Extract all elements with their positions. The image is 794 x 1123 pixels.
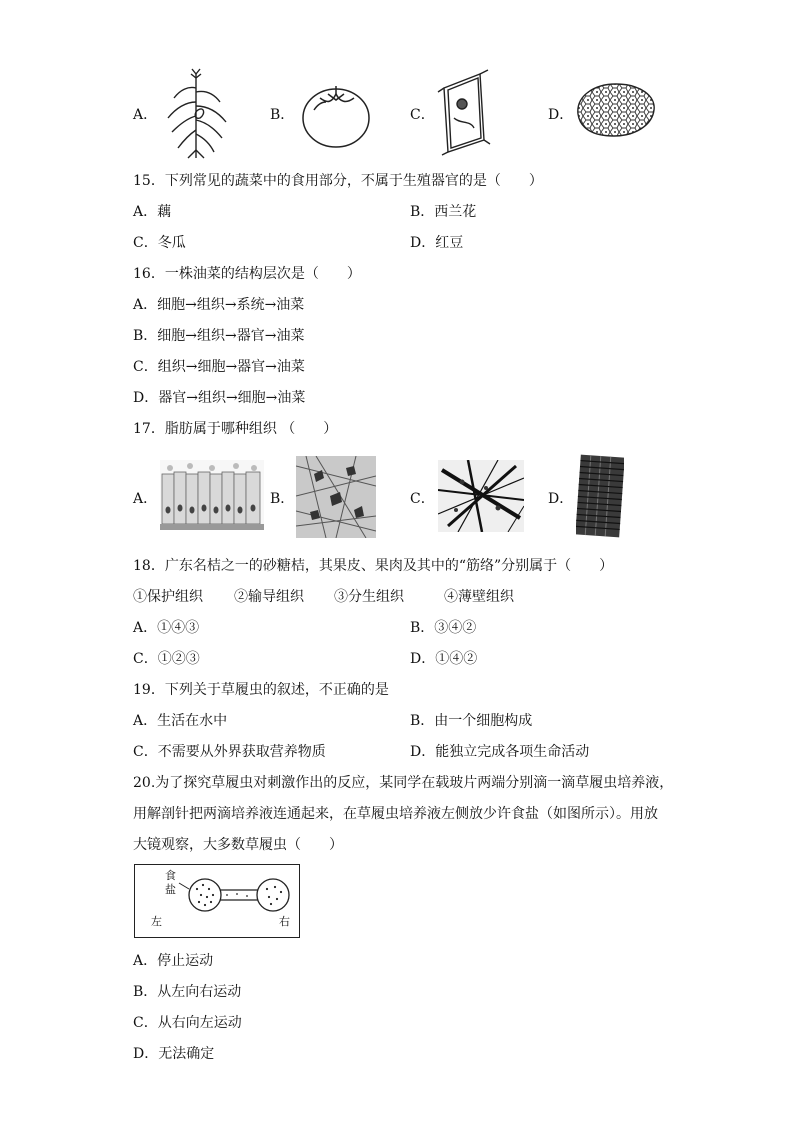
q16-stem: 16．一株油菜的结构层次是（ ） bbox=[133, 266, 361, 282]
left-label: 左 bbox=[151, 915, 162, 928]
q20-option-d: D．无法确定 bbox=[133, 1046, 215, 1062]
q18-item-3: ③分生组织 bbox=[334, 589, 404, 605]
q14-option-c-letter: C． bbox=[410, 107, 435, 123]
plant-cell-icon bbox=[436, 68, 492, 156]
q15-option-a: A．藕 bbox=[133, 204, 172, 220]
q16-option-d: D．器官→组织→细胞→油菜 bbox=[133, 390, 306, 406]
q18-stem: 18．广东名桔之一的砂糖桔，其果皮、果肉及其中的“筋络”分别属于（ ） bbox=[133, 558, 614, 574]
q17-option-b-letter: B． bbox=[270, 491, 295, 507]
salt-label-bottom: 盐 bbox=[165, 883, 176, 896]
q18-option-b: B．③④② bbox=[410, 620, 477, 636]
q16-option-c: C．组织→细胞→器官→油菜 bbox=[133, 359, 305, 375]
q15-option-d: D．红豆 bbox=[410, 235, 464, 251]
q15-option-c: C．冬瓜 bbox=[133, 235, 186, 251]
q20-option-b: B．从左向右运动 bbox=[133, 984, 242, 1000]
q19-stem: 19．下列关于草履虫的叙述，不正确的是 bbox=[133, 682, 389, 698]
q18-item-1: ①保护组织 bbox=[133, 589, 203, 605]
corn-plant-icon bbox=[160, 68, 232, 160]
muscle-tissue-image bbox=[576, 454, 624, 538]
nerve-tissue-image bbox=[296, 456, 376, 538]
tomato-icon bbox=[300, 80, 372, 150]
slide-diagram bbox=[134, 864, 300, 938]
q17-option-d-letter: D． bbox=[548, 491, 574, 507]
q20-stem-line-2: 用解剖针把两滴培养液连通起来，在草履虫培养液左侧放少许食盐（如图所示）。用放 bbox=[133, 806, 658, 822]
salt-label-top: 食 bbox=[165, 869, 176, 882]
right-label: 右 bbox=[279, 915, 290, 928]
q15-option-b: B．西兰花 bbox=[410, 204, 477, 220]
q14-option-a-letter: A． bbox=[133, 107, 158, 123]
q19-option-d: D．能独立完成各项生命活动 bbox=[410, 744, 590, 760]
q16-option-b: B．细胞→组织→器官→油菜 bbox=[133, 328, 305, 344]
cell-cluster-icon bbox=[574, 80, 658, 140]
epithelial-tissue-image bbox=[160, 460, 264, 530]
q20-stem-line-3: 大镜观察，大多数草履虫（ ） bbox=[133, 837, 343, 853]
q19-option-c: C．不需要从外界获取营养物质 bbox=[133, 744, 326, 760]
q16-option-a: A．细胞→组织→系统→油菜 bbox=[133, 297, 305, 313]
q17-stem: 17．脂肪属于哪种组织 （ ） bbox=[133, 421, 338, 437]
connective-tissue-image bbox=[438, 460, 524, 532]
q20-option-c: C．从右向左运动 bbox=[133, 1015, 242, 1031]
q19-option-a: A．生活在水中 bbox=[133, 713, 228, 729]
q14-option-d-letter: D． bbox=[548, 107, 574, 123]
q18-option-d: D．①④② bbox=[410, 651, 478, 667]
q19-option-b: B．由一个细胞构成 bbox=[410, 713, 533, 729]
q17-option-c-letter: C． bbox=[410, 491, 435, 507]
q18-item-2: ②输导组织 bbox=[234, 589, 304, 605]
q20-stem-line-1: 20.为了探究草履虫对刺激作出的反应，某同学在载玻片两端分别滴一滴草履虫培养液， bbox=[133, 775, 674, 791]
q18-item-4: ④薄壁组织 bbox=[444, 589, 514, 605]
q20-option-a: A．停止运动 bbox=[133, 953, 214, 969]
q14-option-b-letter: B． bbox=[270, 107, 295, 123]
q18-option-a: A．①④③ bbox=[133, 620, 200, 636]
q17-option-a-letter: A． bbox=[133, 491, 158, 507]
q15-stem: 15．下列常见的蔬菜中的食用部分，不属于生殖器官的是（ ） bbox=[133, 173, 543, 189]
q18-option-c: C．①②③ bbox=[133, 651, 200, 667]
